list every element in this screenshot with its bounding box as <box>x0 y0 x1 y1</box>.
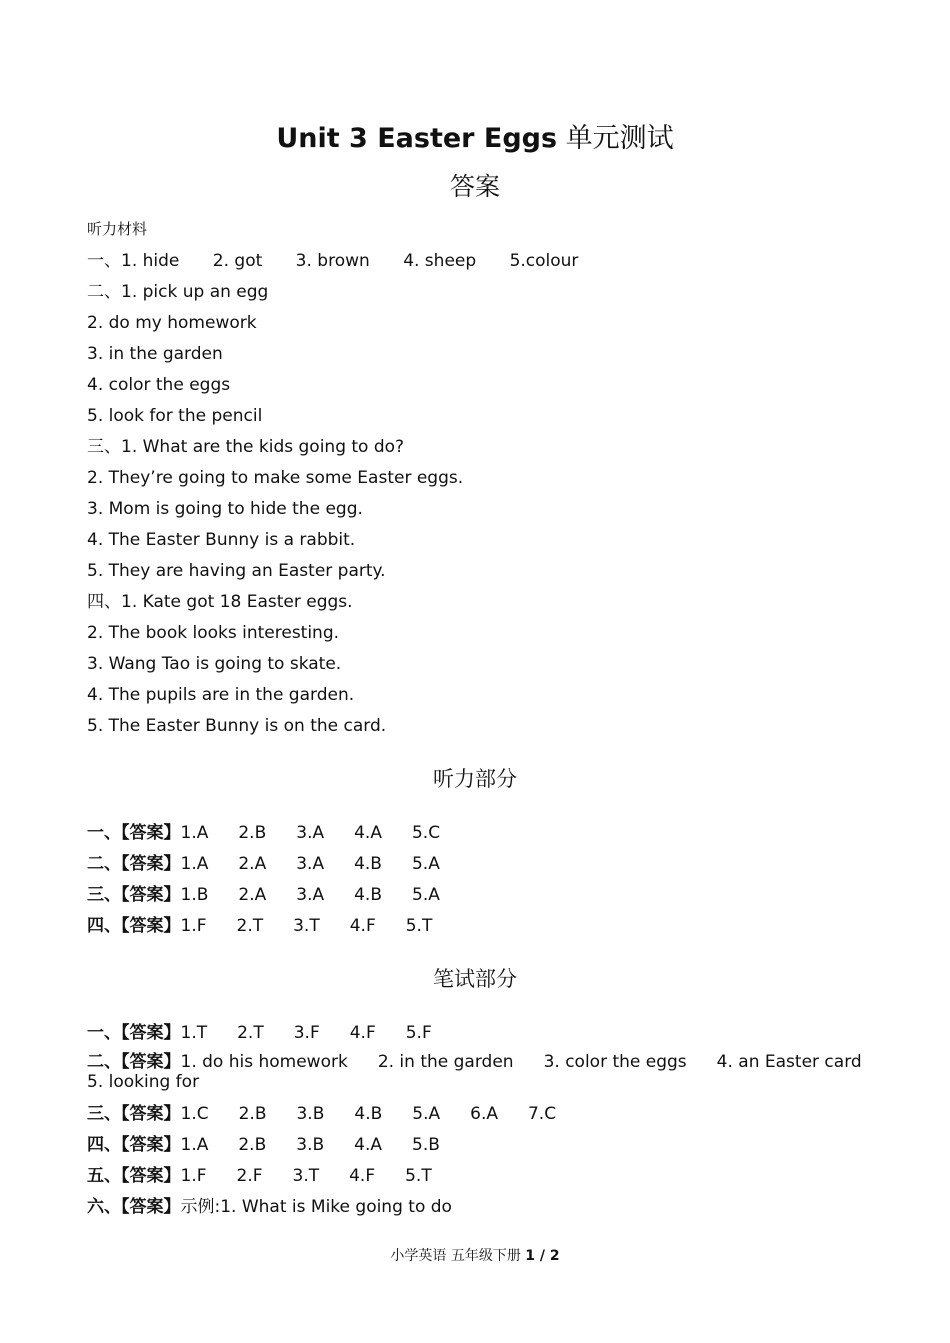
answer-item: 1.A <box>180 823 209 843</box>
material-line: 5. The Easter Bunny is on the card. <box>87 716 387 736</box>
answer-item: 1.B <box>180 885 209 905</box>
answer-prefix: 二、 <box>87 854 121 874</box>
material-line: 3. Wang Tao is going to skate. <box>87 654 342 674</box>
answer-item: 2.T <box>237 1023 264 1043</box>
answer-item: 4.F <box>349 1166 376 1186</box>
listening-material-label: 听力材料 <box>87 220 148 238</box>
material-line: 4. The pupils are in the garden. <box>87 685 355 705</box>
answer-row <box>87 852 892 883</box>
page-number: 1 / 2 <box>525 1248 560 1264</box>
material-line: 3. in the garden <box>87 344 223 364</box>
answer-prefix: 四、 <box>87 916 121 936</box>
material-line: 3. Mom is going to hide the egg. <box>87 499 363 519</box>
material-line: 四、1. Kate got 18 Easter eggs. <box>87 592 353 612</box>
answer-row <box>87 914 892 945</box>
material-line: 三、1. What are the kids going to do? <box>87 437 405 457</box>
listening-material-lines <box>87 249 887 745</box>
page-footer <box>0 1246 950 1266</box>
answer-item: 1.T <box>180 1023 208 1043</box>
answer-tag: 【答案】 <box>121 854 181 874</box>
answer-tag: 【答案】 <box>121 1197 181 1217</box>
answer-item: 1.A <box>180 1135 209 1155</box>
answer-prefix: 四、 <box>87 1135 121 1155</box>
answer-row <box>87 1164 892 1195</box>
answer-tag: 【答案】 <box>121 1104 181 1124</box>
answer-item: 2.B <box>238 1135 267 1155</box>
answer-row <box>87 883 892 914</box>
answer-item: 2.T <box>236 916 264 936</box>
answer-tag: 【答案】 <box>121 916 181 936</box>
answer-item: 5.F <box>405 1023 432 1043</box>
answer-item: 4.B <box>354 1104 383 1124</box>
answer-row <box>87 1052 892 1102</box>
material-line: 一、1. hide 2. got 3. brown 4. sheep 5.colour <box>87 251 579 271</box>
answer-prefix: 五、 <box>87 1166 121 1186</box>
answer-tag: 【答案】 <box>121 1135 181 1155</box>
answer-prefix: 三、 <box>87 1104 121 1124</box>
page-title <box>0 120 950 158</box>
answer-tag: 【答案】 <box>121 823 181 843</box>
title-chinese: 单元测试 <box>565 123 674 154</box>
answer-tag: 【答案】 <box>121 885 181 905</box>
answer-item: 4.B <box>354 885 382 905</box>
answer-tag: 【答案】 <box>121 1023 181 1043</box>
answer-item: 4.B <box>354 854 382 874</box>
answer-item: 3.T <box>293 916 320 936</box>
material-line: 5. look for the pencil <box>87 406 263 426</box>
answer-item: 1.F <box>180 1166 207 1186</box>
material-line: 4. The Easter Bunny is a rabbit. <box>87 530 356 550</box>
answer-item: 2.B <box>238 823 267 843</box>
material-line: 2. The book looks interesting. <box>87 623 340 643</box>
answer-row <box>87 1133 892 1164</box>
answer-item: 3.A <box>296 885 325 905</box>
answer-item: 2.A <box>238 854 267 874</box>
page-subtitle: 答案 <box>449 172 500 201</box>
answer-item: 3.T <box>292 1166 320 1186</box>
answer-prefix: 六、 <box>87 1197 121 1217</box>
footer-text: 小学英语 五年级下册 <box>390 1248 521 1264</box>
answer-item: 4.A <box>354 1135 382 1155</box>
answer-prefix: 二、 <box>87 1052 121 1072</box>
material-line: 5. They are having an Easter party. <box>87 561 386 581</box>
answer-item: 5. looking for <box>87 1072 200 1092</box>
answer-item: 7.C <box>527 1104 557 1124</box>
answer-row <box>87 1195 892 1226</box>
answer-item: 3.A <box>296 823 325 843</box>
answer-item: 2.A <box>238 885 267 905</box>
listening-answers <box>87 821 892 945</box>
answer-item: 示例:1. What is Mike going to do <box>180 1197 452 1217</box>
answer-item: 5.A <box>411 854 440 874</box>
answer-item: 1. do his homework <box>180 1052 348 1072</box>
material-line: 二、1. pick up an egg <box>87 282 269 302</box>
material-line: 2. do my homework <box>87 313 257 333</box>
writing-section-heading: 笔试部分 <box>433 967 517 991</box>
answer-item: 5.A <box>412 1104 441 1124</box>
answer-item: 5.T <box>405 916 433 936</box>
answer-item: 2.B <box>238 1104 267 1124</box>
answer-item: 2.F <box>236 1166 263 1186</box>
answer-row <box>87 1021 892 1052</box>
answer-item: 4. an Easter card <box>716 1052 862 1072</box>
listening-section-heading: 听力部分 <box>433 767 517 791</box>
answer-item: 2. in the garden <box>377 1052 514 1072</box>
material-line: 4. color the eggs <box>87 375 231 395</box>
answer-prefix: 一、 <box>87 1023 121 1043</box>
answer-item: 1.C <box>180 1104 209 1124</box>
answer-tag: 【答案】 <box>121 1052 181 1072</box>
answer-item: 6.A <box>470 1104 498 1124</box>
answer-item: 3.B <box>296 1135 325 1155</box>
answer-item: 4.F <box>349 916 376 936</box>
answer-row <box>87 1102 892 1133</box>
answer-item: 5.A <box>412 885 440 905</box>
answer-item: 3. color the eggs <box>543 1052 687 1072</box>
answer-item: 5.T <box>405 1166 432 1186</box>
answer-tag: 【答案】 <box>121 1166 181 1186</box>
answer-item: 5.B <box>412 1135 440 1155</box>
answer-prefix: 一、 <box>87 823 121 843</box>
answer-item: 3.B <box>296 1104 325 1124</box>
answer-item: 3.A <box>296 854 325 874</box>
answer-prefix: 三、 <box>87 885 121 905</box>
answer-item: 3.F <box>293 1023 320 1043</box>
answer-item: 4.A <box>354 823 382 843</box>
answer-row <box>87 821 892 852</box>
answer-item: 4.F <box>349 1023 376 1043</box>
answer-item: 5.C <box>411 823 441 843</box>
answer-item: 1.A <box>180 854 209 874</box>
writing-answers <box>87 1021 892 1226</box>
answer-item: 1.F <box>180 916 207 936</box>
title-english: Unit 3 Easter Eggs <box>276 123 558 154</box>
material-line: 2. They’re going to make some Easter eggs. <box>87 468 464 488</box>
